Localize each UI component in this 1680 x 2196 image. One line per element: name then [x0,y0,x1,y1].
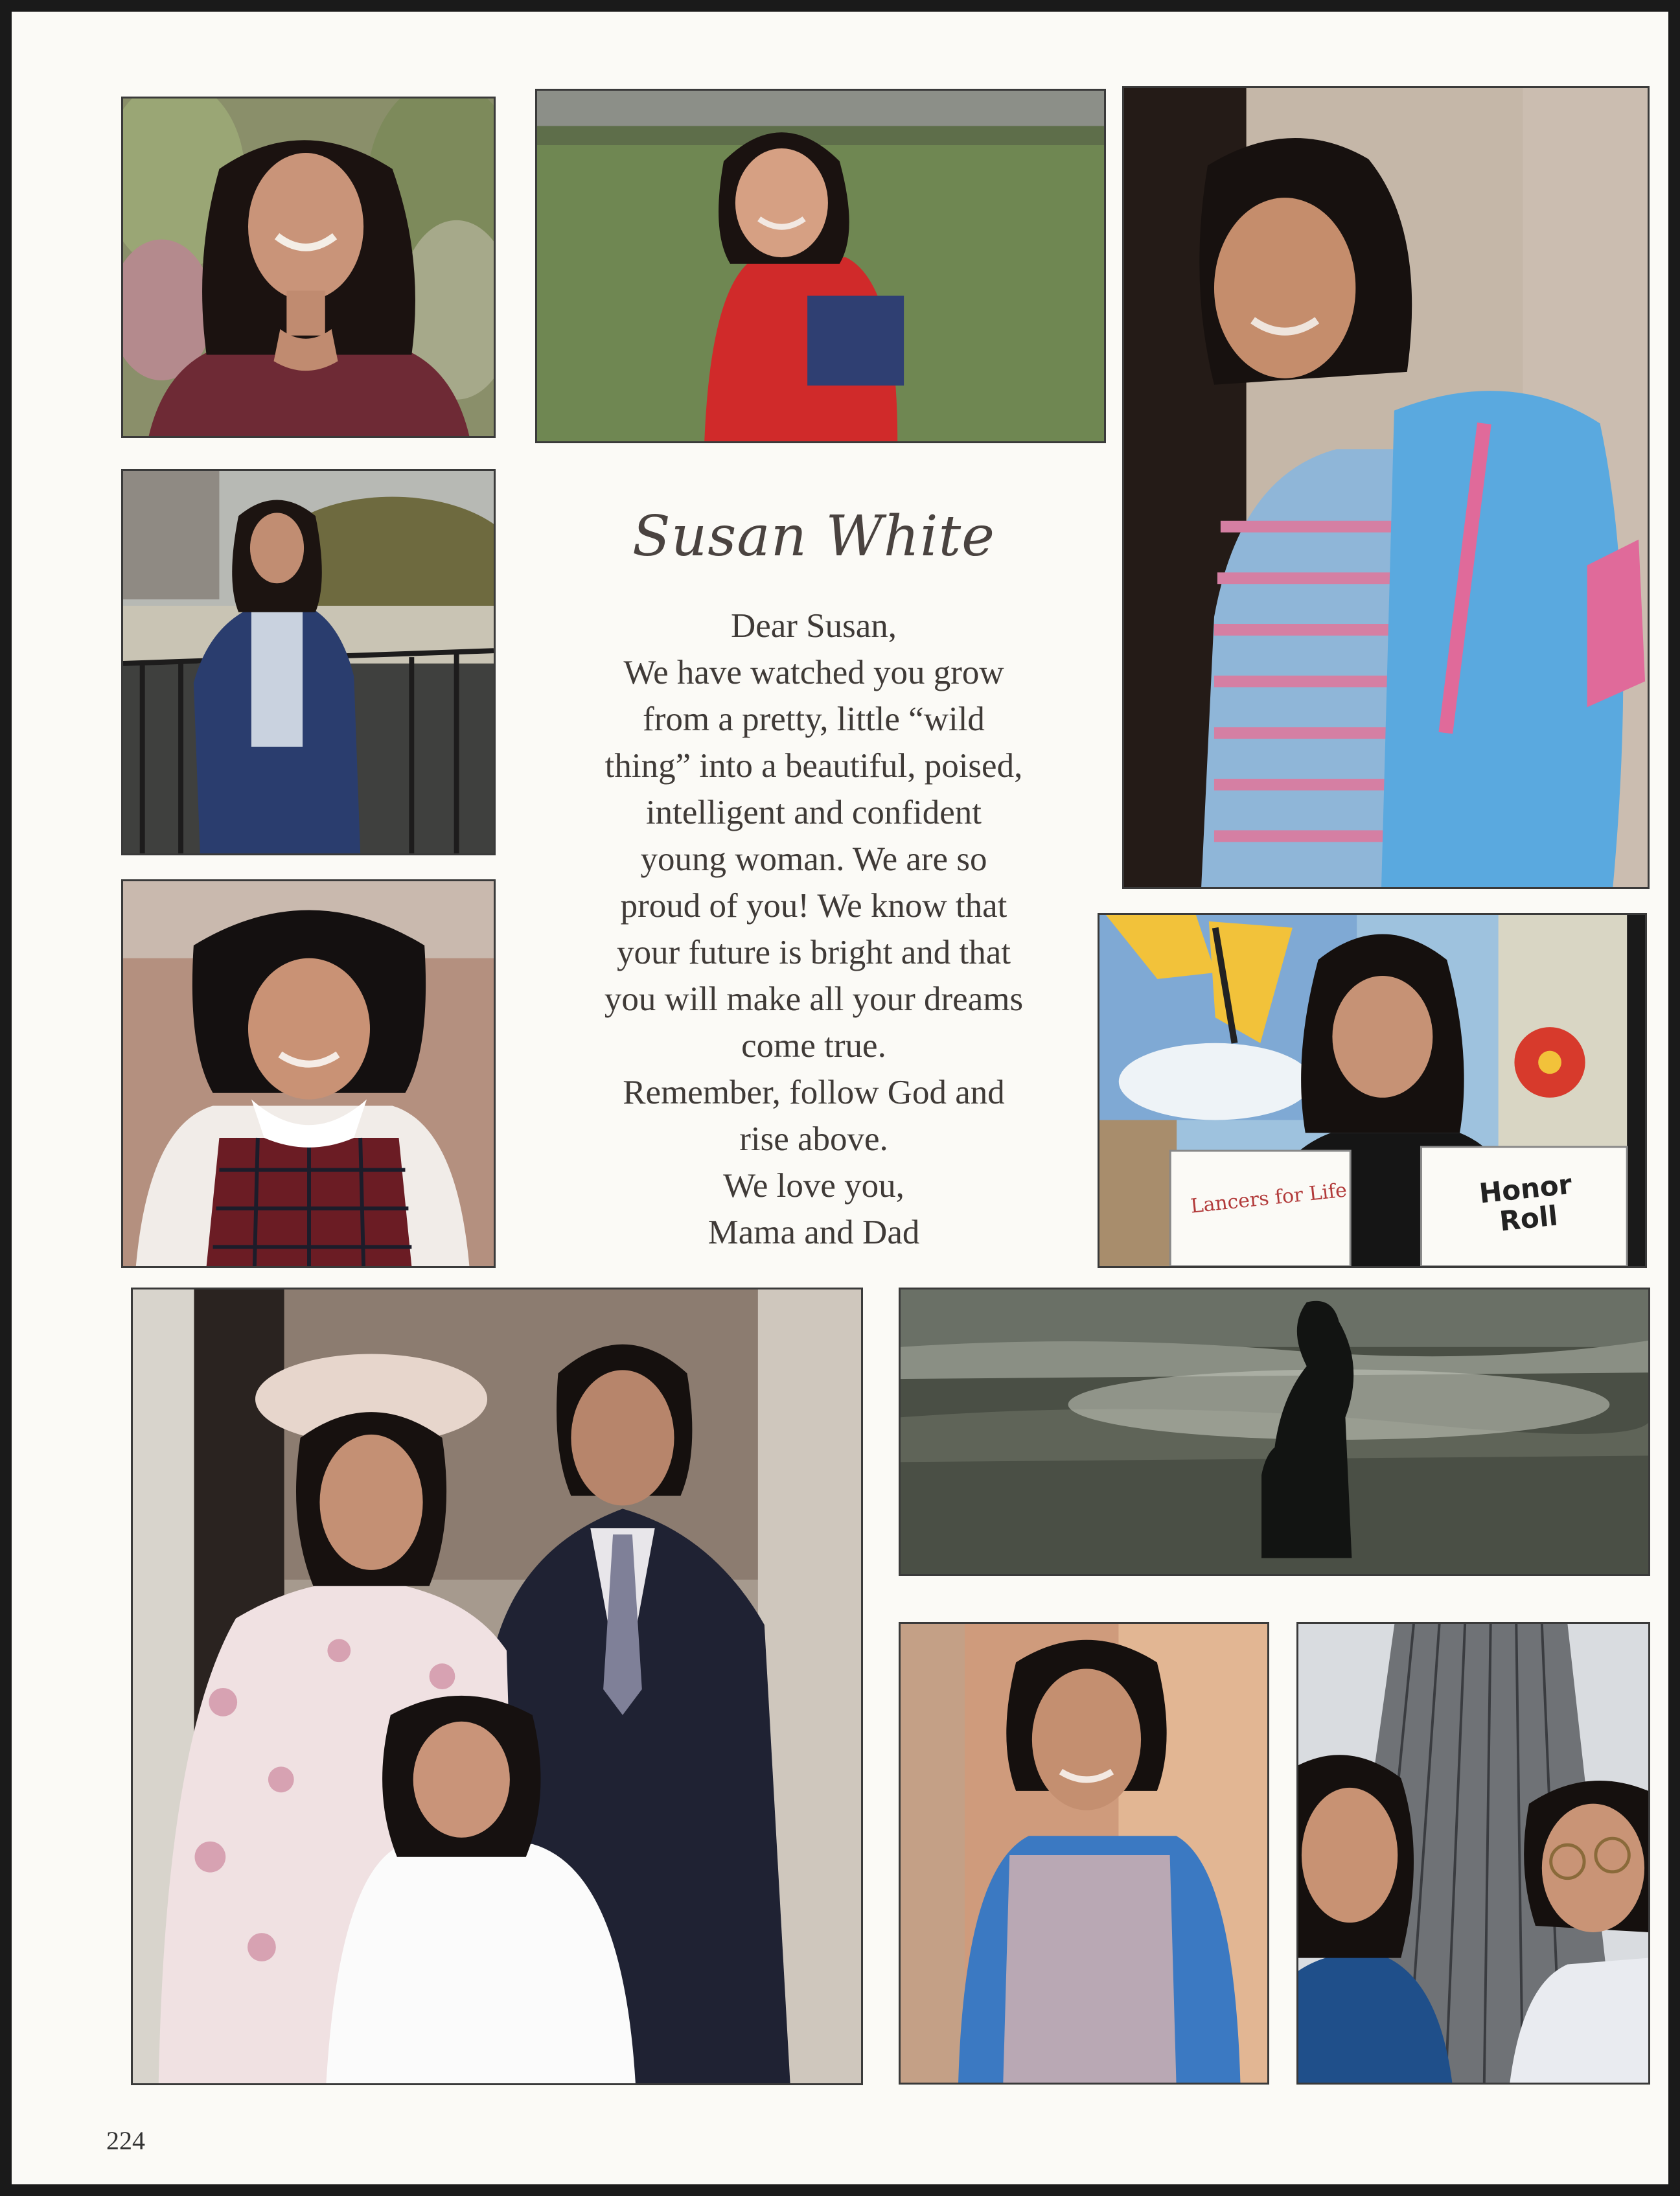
girl-in-blue-shirt-photo [899,1622,1269,2085]
beach-silhouette-photo [899,1288,1650,1576]
letter-line: young woman. We are so [640,840,987,878]
page-number: 224 [106,2126,145,2155]
girl-with-backpack-photo [1122,86,1650,889]
family-portrait-photo [131,1288,863,2085]
letter-line: intelligent and confident [645,794,982,831]
letter-line: We have watched you grow [623,654,1004,691]
yearbook-page [12,12,1668,2184]
toddler-on-grass-photo [535,89,1106,443]
letter-signature: Mama and Dad [708,1214,920,1251]
letter-line: Dear Susan, [730,607,897,645]
letter-line: thing” into a beautiful, poised, [604,747,1023,785]
letter-line: proud of you! We know that [620,887,1007,925]
honor-roll-certificate-text: Honor Roll [1477,1168,1574,1238]
girl-at-railing-photo [121,469,496,855]
letter-line: your future is bright and that [617,934,1011,971]
parent-letter [542,603,1086,1256]
lancers-certificate-text: Lancers for Life [1189,1179,1348,1218]
portrait-photo-teen [121,97,496,438]
letter-line: you will make all your dreams [604,980,1024,1018]
letter-line: from a pretty, little “wild [643,700,985,738]
letter-line: Remember, follow God and [623,1074,1005,1111]
letter-line: come true. [741,1027,886,1065]
letter-line: rise above. [739,1120,888,1158]
awards-certificates-photo [1098,913,1647,1268]
two-kids-skyscraper-photo [1296,1622,1650,2085]
student-name-heading: Susan White [632,504,996,569]
letter-line: We love you, [723,1167,904,1205]
girl-in-plaid-dress-photo [121,879,496,1268]
